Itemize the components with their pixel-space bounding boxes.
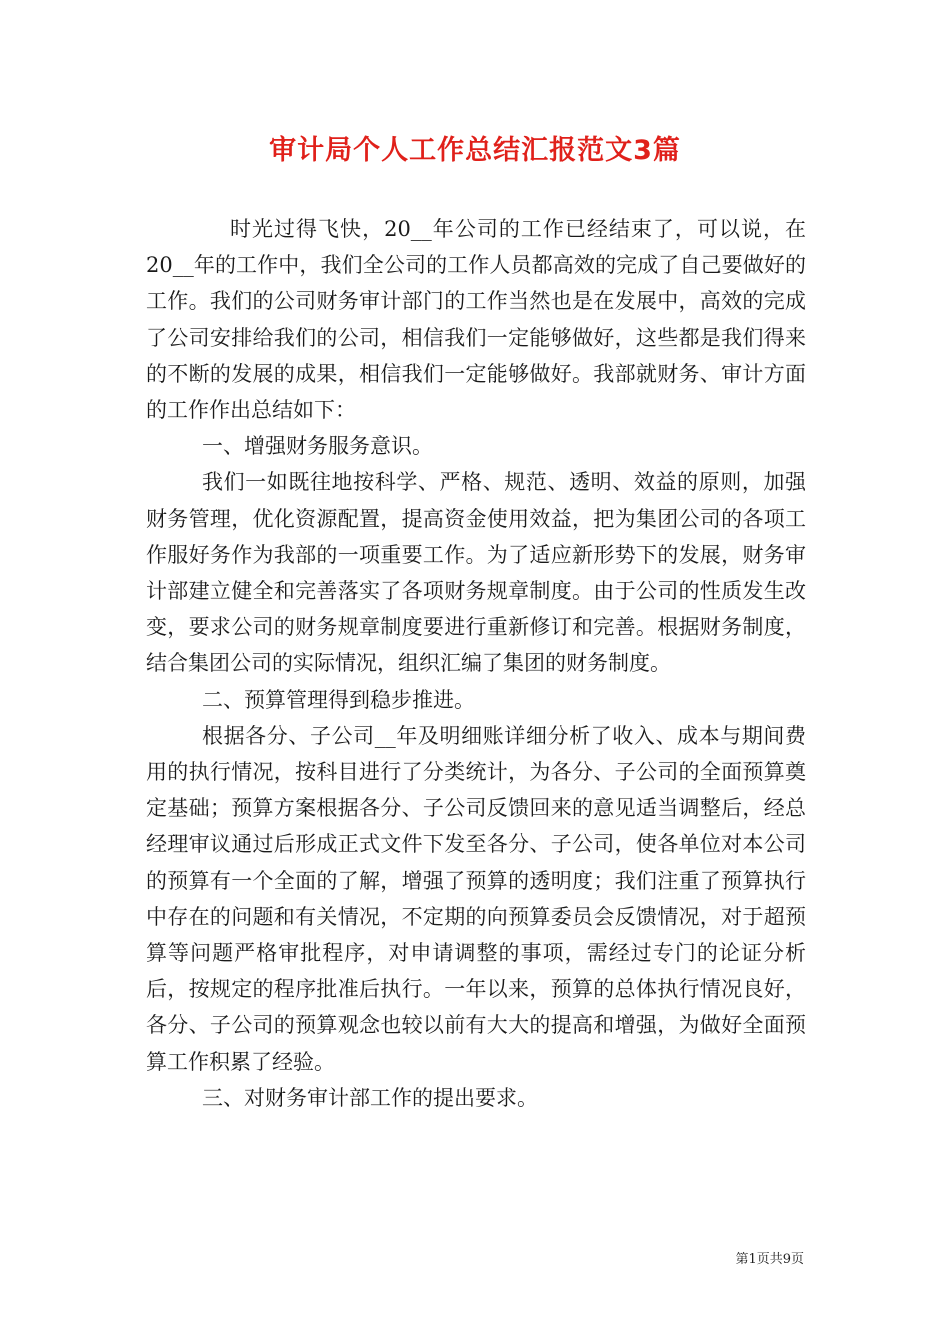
section-heading-3: 三、对财务审计部工作的提出要求。	[202, 1085, 538, 1110]
page-number: 第1页共9页	[735, 1252, 804, 1267]
section-heading-2: 二、预算管理得到稳步推进。	[202, 687, 475, 712]
paragraph-intro: 时光过得飞快，20__年公司的工作已经结束了，可以说，在20__年的工作中，我们全公司的工作人员都高效的完成了自己要做好的工作。我们的公司财务审计部门的工作当然也是在发展中，高效的完成了公司安排给我们的公司，相信我们一定能够做好，这些都是我们得来的不断的发展的成果，相信我们一定能够做好。我部就财务、审计方面的工作作出总结如下：	[146, 217, 806, 423]
section-heading-1: 一、增强财务服务意识。	[202, 434, 433, 459]
document-title: 审计局个人工作总结汇报范文3篇	[269, 135, 681, 166]
paragraph-section-2: 根据各分、子公司__年及明细账详细分析了收入、成本与期间费用的执行情况，按科目进行了分类统计，为各分、子公司的全面预算奠定基础；预算方案根据各分、子公司反馈回来的意见适当调整后，经总经理审议通过后形成正式文件下发至各分、子公司，使各单位对本公司的预算有一个全面的了解，增强了预算的透明度；我们注重了预算执行中存在的问题和有关情况，不定期的向预算委员会反馈情况，对于超预算等问题严格审批程序，对申请调整的事项，需经过专门的论证分析后，按规定的程序批准后执行。一年以来，预算的总体执行情况良好，各分、子公司的预算观念也较以前有大大的提高和增强，为做好全面预算工作积累了经验。	[146, 723, 806, 1074]
document-body	[146, 211, 806, 1116]
paragraph-section-1: 我们一如既往地按科学、严格、规范、透明、效益的原则，加强财务管理，优化资源配置，提高资金使用效益，把为集团公司的各项工作服好务作为我部的一项重要工作。为了适应新形势下的发展，财务审计部建立健全和完善落实了各项财务规章制度。由于公司的性质发生改变，要求公司的财务规章制度要进行重新修订和完善。根据财务制度，结合集团公司的实际情况，组织汇编了集团的财务制度。	[146, 470, 806, 676]
